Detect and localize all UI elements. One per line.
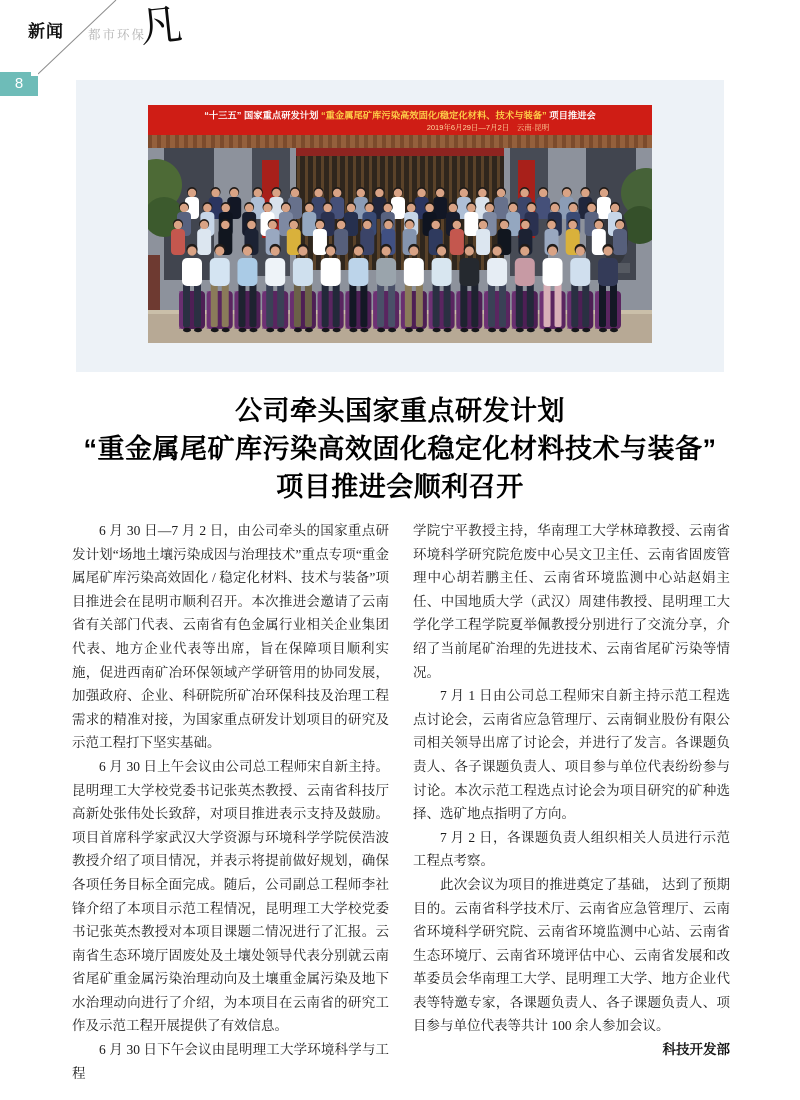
headline-line-2: “重金属尾矿库污染高效固化稳定化材料技术与装备” bbox=[83, 434, 717, 464]
paragraph: 7 月 1 日由公司总工程师宋自新主持示范工程选点讨论会，云南省应急管理厅、云南铜业股份有限公司相关领导出席了讨论会，并进行了发言。各课题负责人、各子课题负责人、项目参与单位代表纷纷参与讨论。本次示范工程选点讨论会为项目研究的矿种选择、选矿地点指明了方向。 bbox=[413, 688, 730, 822]
roof-tiles bbox=[148, 133, 652, 148]
paragraph: 6 月 30 日上午会议由公司总工程师宋自新主持。昆明理工大学校党委书记张英杰教授、云南省科技厅高新处张伟处长致辞，对项目推进表示支持及鼓励。项目首席科学家武汉大学资源与环境科学学院侯浩波教授介绍了项目情况，并表示将提前做好规划，确保各项任务目标全面完成。随后，公司副总工程师李社锋介绍了本项目示范工程情况，昆明理工大学校党委书记张英杰教授对本项目课题二情况进行了汇报。云南省生态环境厅固废处及土壤处领导代表分别就云南省尾矿重金属污染治理动向及土壤重金属污染及地下水治理动向进行了介绍，为本项目在云南省的研究工作及示范工程开展提供了有效信息。 bbox=[72, 758, 389, 1034]
paragraph: 6 月 30 日下午会议由昆明理工大学环境科学与工程 bbox=[72, 1042, 389, 1081]
article-column-left bbox=[72, 519, 389, 1085]
section-label: 新闻 bbox=[28, 22, 64, 41]
paragraph: 此次会议为项目的推进奠定了基础， 达到了预期目的。云南省科学技术厅、云南省应急管理厅、云南省环境科学研究院、云南省环境监测中心站、云南省生态环境厅、云南省环境评估中心、云南省发展和改革委员会华南理工大学、昆明理工大学、地方企业代表等特邀专家，各课题负责人、各子课题负责人、项目参与单位代表等共计 100 余人参加会议。 bbox=[413, 876, 730, 1034]
header-diagonal-rule bbox=[30, 0, 125, 76]
photo-panel bbox=[76, 80, 724, 372]
headline-line-1: 公司牵头国家重点研发计划 bbox=[235, 396, 565, 426]
paragraph: 6 月 30 日—7 月 2 日，由公司牵头的国家重点研发计划“场地土壤污染成因与治理技术”重点专项“重金属尾矿库污染高效固化 / 稳定化材料、技术与装备”项目推进会在昆明市顺利召开。本次推进会邀请了云南省有关部门代表、云南省有色金属行业相关企业集团代表、地方企业代表等出席，旨在保障项目顺利实施，促进西南矿冶环保领域产学研管用的协同发展，加强政府、企业、科研院所矿冶环保科技及治理工程需求的精准对接，为国家重点研发计划项目的研究及示范工程打下坚实基础。 bbox=[72, 523, 389, 751]
article-signature: 科技开发部 bbox=[662, 1042, 730, 1058]
paragraph: 7 月 2 日，各课题负责人组织相关人员进行示范工程点考察。 bbox=[413, 829, 730, 869]
masthead-logo-glyph: 凡 bbox=[137, 1, 185, 53]
banner-date: 2019年6月29日—7月2日 云南·昆明 bbox=[426, 123, 550, 132]
article-headline bbox=[40, 392, 760, 506]
headline-line-3: 项目推进会顺利召开 bbox=[276, 472, 524, 502]
paragraph: 学院宁平教授主持，华南理工大学林璋教授、云南省环境科学研究院危废中心吴文卫主任、云南省固废管理中心胡若鹏主任、云南省环境监测中心站赵娟主任、中国地质大学（武汉）周建伟教授、昆明理工大学化学工程学院夏举佩教授分别进行了交流分享，介绍了当前尾矿治理的先进技术、云南省尾矿污染等情况。 bbox=[413, 523, 730, 680]
group-photo bbox=[148, 105, 652, 343]
wall-edge bbox=[148, 255, 160, 317]
article-body bbox=[72, 519, 730, 1085]
banner-title: “十三五” 国家重点研发计划 “重金属尾矿库污染高效固化/稳定化材料、技术与装备” 项目推进会 bbox=[204, 110, 596, 121]
corner-square-ornament bbox=[31, 69, 38, 76]
page-number-badge: 8 bbox=[0, 72, 38, 96]
article-column-right bbox=[413, 519, 730, 1085]
door-lintel bbox=[296, 148, 504, 156]
masthead-title: 都市环保 bbox=[88, 28, 147, 42]
